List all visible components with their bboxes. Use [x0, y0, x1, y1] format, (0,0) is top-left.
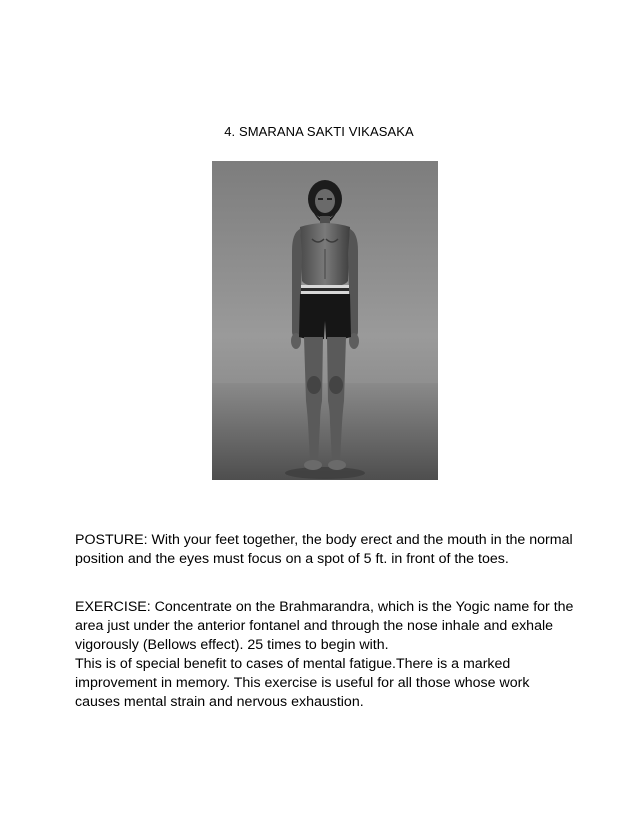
page-title: 4. SMARANA SAKTI VIKASAKA [224, 124, 414, 139]
exercise-section [75, 598, 575, 712]
posture-paragraph: POSTURE: With your feet together, the body erect and the mouth in the normal position and the eyes must focus on a spot of 5 ft. in front of the toes. [75, 532, 573, 567]
benefit-paragraph: This is of special benefit to cases of mental fatigue.There is a marked improvement in memory. This exercise is useful for all those whose work causes mental strain and nervous exhaustion. [75, 656, 530, 710]
exercise-paragraph: EXERCISE: Concentrate on the Brahmarandra, which is the Yogic name for the area just under the anterior fontanel and through the nose inhale and exhale vigorously (Bellows effect). 25 times to begin with. [75, 599, 574, 653]
posture-photo [212, 161, 438, 480]
standing-figure-illustration [212, 161, 438, 480]
